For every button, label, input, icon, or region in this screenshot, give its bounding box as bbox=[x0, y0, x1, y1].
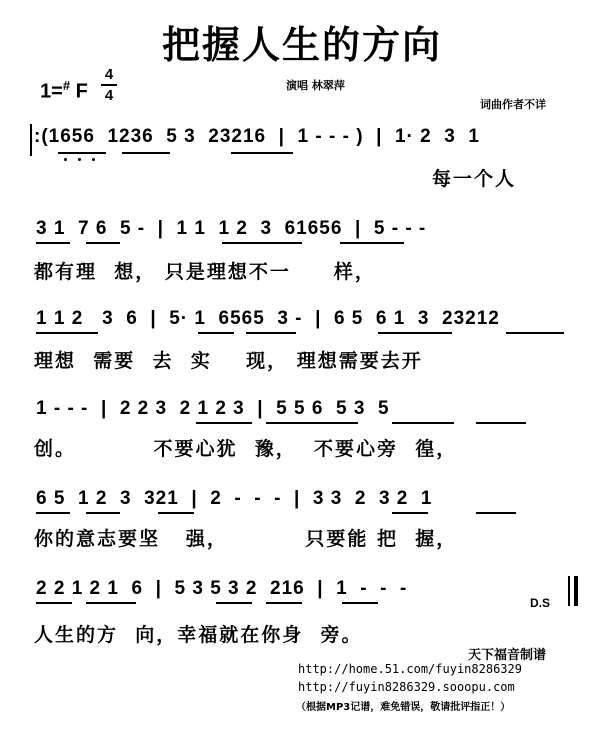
footer-label: 天下福音制谱 bbox=[468, 648, 547, 663]
underline bbox=[506, 332, 564, 334]
score-line-5-lyrics: 你的意志要坚 强， 只要能 把 握， bbox=[34, 528, 458, 550]
score-line-6-notes: 2 2 1 2 1 6 | 5 3 5 3 2 216 | 1 - - - bbox=[36, 578, 408, 599]
time-divider bbox=[101, 84, 117, 86]
underline bbox=[86, 602, 136, 604]
underline bbox=[196, 422, 252, 424]
underline bbox=[86, 242, 120, 244]
underline bbox=[216, 602, 252, 604]
underline bbox=[222, 242, 302, 244]
score-line-3-notes: 1 1 2 3 6 | 5· 1 6565 3 - | 6 5 6 1 3 23212 bbox=[36, 308, 500, 329]
octave-dot bbox=[64, 158, 67, 161]
score-line-2-lyrics: 都有理 想， 只是理想不一 样， bbox=[34, 261, 376, 283]
time-signature bbox=[101, 66, 117, 104]
underline bbox=[36, 512, 70, 514]
underline bbox=[246, 332, 296, 334]
score-line-4-lyrics: 创。 不要心犹 豫， 不要心旁 徨， bbox=[34, 438, 458, 460]
octave-dot bbox=[78, 158, 81, 161]
ds-marker: D.S bbox=[530, 596, 551, 610]
underline bbox=[340, 242, 404, 244]
score-line-1-lyrics: 每一个人 bbox=[432, 168, 517, 190]
underline bbox=[392, 512, 428, 514]
key-signature bbox=[40, 78, 88, 104]
underline bbox=[198, 332, 234, 334]
underline bbox=[86, 512, 120, 514]
underline bbox=[36, 332, 98, 334]
underline bbox=[378, 332, 452, 334]
underline bbox=[122, 152, 170, 154]
key-note: F bbox=[75, 80, 88, 103]
footer-url-2: http://fuyin8286329.sooopu.com bbox=[298, 680, 515, 694]
score-line-6-lyrics: 人生的方 向，幸福就在你身 旁。 bbox=[34, 624, 363, 646]
score-line-3-lyrics: 理想 需要 去 实 现， 理想需要去开 bbox=[34, 350, 423, 372]
underline bbox=[392, 422, 454, 424]
end-bar-thick bbox=[574, 576, 578, 606]
singer-credit: 演唱 林翠萍 bbox=[286, 79, 345, 92]
score-line-1-notes: :(1656 1236 5 3 23216 | 1 - - - ) | 1· 2 3 1 bbox=[34, 126, 480, 147]
score-line-4-notes: 1 - - - | 2 2 3 2 1 2 3 | 5 5 6 5 3 5 bbox=[36, 398, 390, 419]
underline bbox=[36, 242, 70, 244]
footer-note: （根据MP3记谱，难免错误，敬请批评指正！） bbox=[296, 702, 511, 713]
key-label: 1= bbox=[40, 80, 63, 103]
underline bbox=[158, 512, 194, 514]
underline bbox=[58, 152, 106, 154]
octave-dot bbox=[92, 158, 95, 161]
underline bbox=[342, 602, 378, 604]
underline bbox=[266, 602, 302, 604]
underline bbox=[476, 512, 516, 514]
start-repeat-bar bbox=[30, 124, 32, 156]
time-top: 4 bbox=[104, 66, 114, 83]
key-sharp: # bbox=[62, 78, 71, 93]
song-title: 把握人生的方向 bbox=[161, 23, 442, 67]
underline bbox=[36, 602, 72, 604]
time-bottom: 4 bbox=[104, 87, 114, 104]
end-bar-thin bbox=[568, 576, 570, 606]
score-line-5-notes: 6 5 1 2 3 321 | 2 - - - | 3 3 2 3 2 1 bbox=[36, 488, 433, 509]
composer-credit: 词曲作者不详 bbox=[480, 98, 546, 111]
underline bbox=[266, 422, 358, 424]
underline bbox=[476, 422, 526, 424]
underline bbox=[231, 152, 293, 154]
footer-url-1: http://home.51.com/fuyin8286329 bbox=[298, 662, 522, 676]
score-line-2-notes: 3 1 7 6 5 - | 1 1 1 2 3 61656 | 5 - - - bbox=[36, 218, 427, 239]
